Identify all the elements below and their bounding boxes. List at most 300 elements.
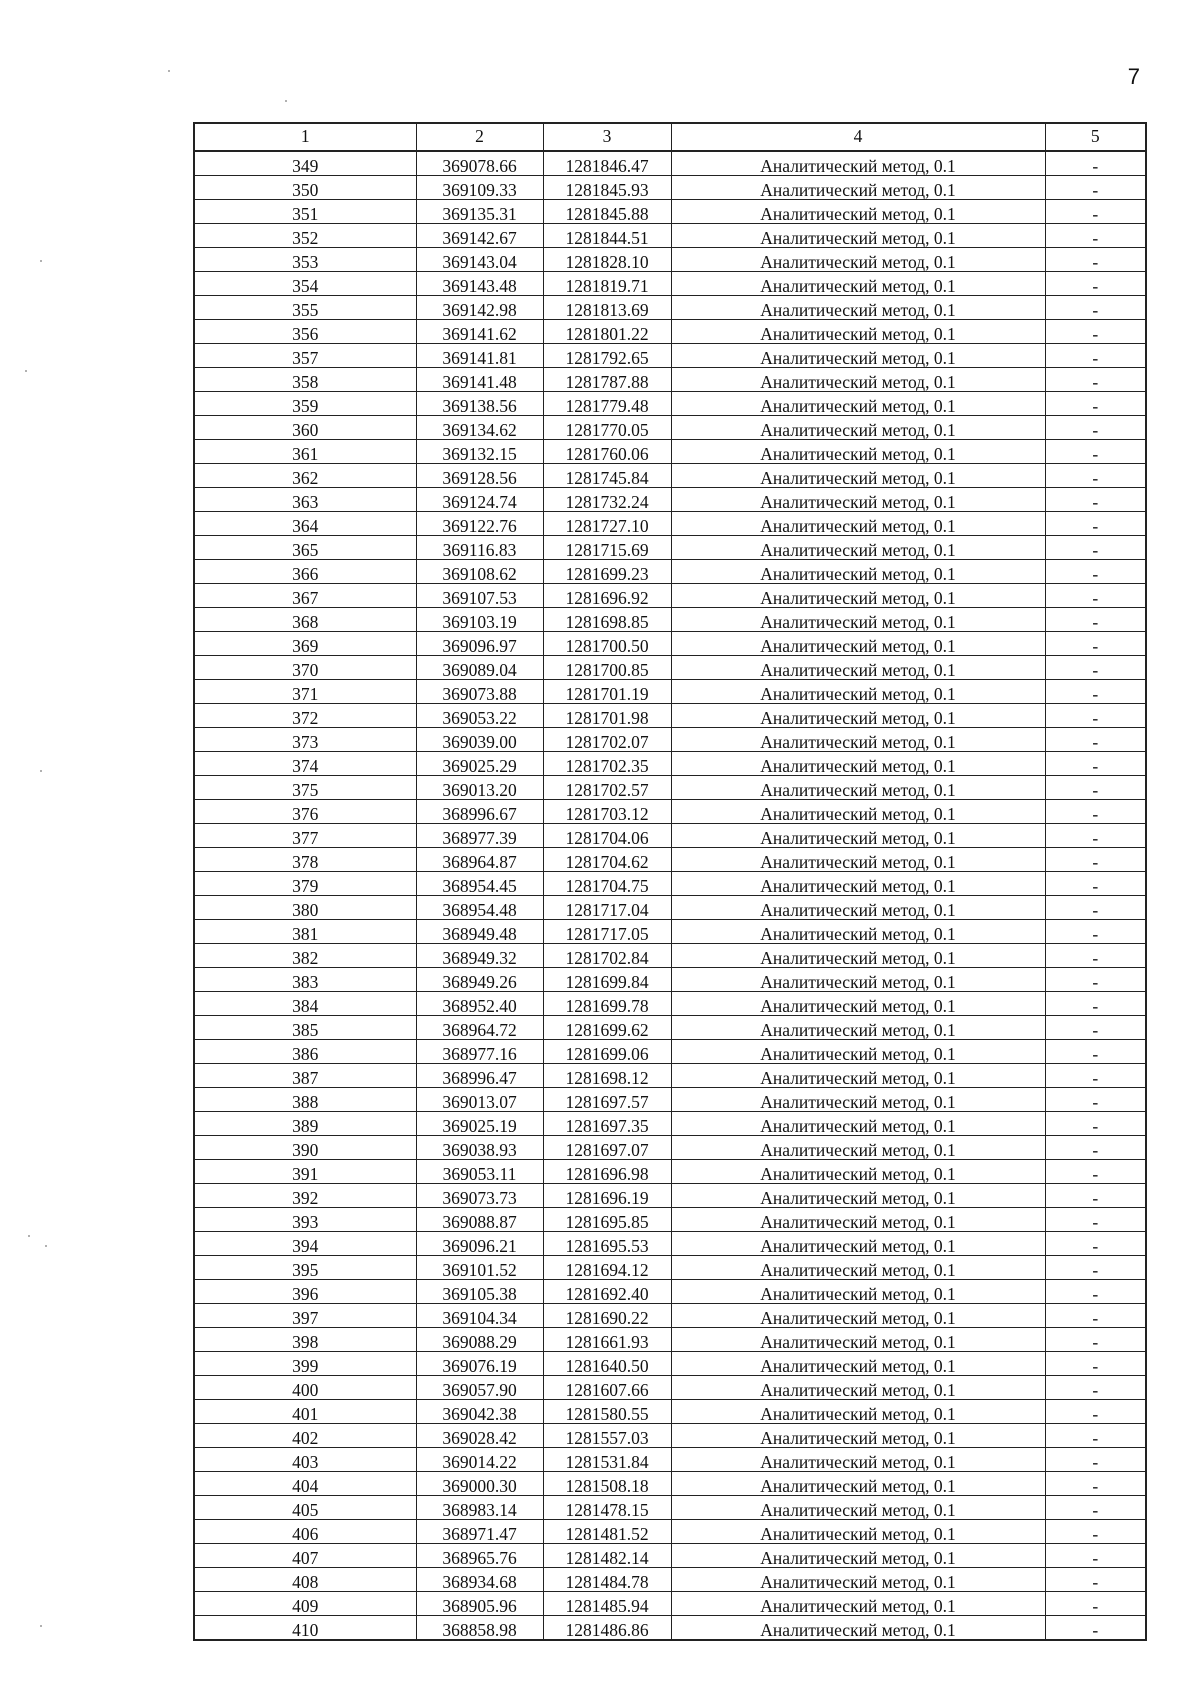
cell-description: - (1045, 1160, 1146, 1184)
cell-x-coordinate: 369143.04 (416, 248, 543, 272)
cell-method: Аналитический метод, 0.1 (671, 608, 1045, 632)
cell-description: - (1045, 464, 1146, 488)
cell-y-coordinate: 1281704.06 (543, 824, 671, 848)
table-row (194, 1472, 1146, 1496)
cell-x-coordinate: 369105.38 (416, 1280, 543, 1304)
cell-x-coordinate: 369116.83 (416, 536, 543, 560)
cell-point-number: 390 (194, 1136, 416, 1160)
cell-point-number: 405 (194, 1496, 416, 1520)
cell-method: Аналитический метод, 0.1 (671, 1256, 1045, 1280)
cell-method: Аналитический метод, 0.1 (671, 1160, 1045, 1184)
cell-method: Аналитический метод, 0.1 (671, 776, 1045, 800)
cell-point-number: 355 (194, 296, 416, 320)
cell-y-coordinate: 1281699.84 (543, 968, 671, 992)
cell-point-number: 392 (194, 1184, 416, 1208)
cell-method: Аналитический метод, 0.1 (671, 824, 1045, 848)
cell-description: - (1045, 248, 1146, 272)
table-row (194, 1256, 1146, 1280)
cell-description: - (1045, 944, 1146, 968)
cell-x-coordinate: 369088.29 (416, 1328, 543, 1352)
cell-method: Аналитический метод, 0.1 (671, 440, 1045, 464)
cell-y-coordinate: 1281702.57 (543, 776, 671, 800)
cell-x-coordinate: 369042.38 (416, 1400, 543, 1424)
cell-x-coordinate: 369073.88 (416, 680, 543, 704)
table-row (194, 296, 1146, 320)
cell-x-coordinate: 369073.73 (416, 1184, 543, 1208)
cell-y-coordinate: 1281700.85 (543, 656, 671, 680)
cell-x-coordinate: 369141.62 (416, 320, 543, 344)
cell-y-coordinate: 1281699.06 (543, 1040, 671, 1064)
cell-x-coordinate: 368977.39 (416, 824, 543, 848)
cell-description: - (1045, 1304, 1146, 1328)
cell-point-number: 361 (194, 440, 416, 464)
header-row (194, 123, 1146, 151)
cell-x-coordinate: 368996.67 (416, 800, 543, 824)
scan-speck (40, 770, 42, 772)
cell-point-number: 366 (194, 560, 416, 584)
cell-description: - (1045, 1496, 1146, 1520)
cell-description: - (1045, 560, 1146, 584)
table-row (194, 1088, 1146, 1112)
cell-description: - (1045, 296, 1146, 320)
cell-description: - (1045, 968, 1146, 992)
cell-y-coordinate: 1281844.51 (543, 224, 671, 248)
table-row (194, 1112, 1146, 1136)
table-header (194, 123, 1146, 151)
cell-description: - (1045, 584, 1146, 608)
header-cell-description: 5 (1045, 123, 1146, 151)
cell-y-coordinate: 1281698.85 (543, 608, 671, 632)
cell-method: Аналитический метод, 0.1 (671, 1568, 1045, 1592)
cell-method: Аналитический метод, 0.1 (671, 704, 1045, 728)
cell-x-coordinate: 369013.07 (416, 1088, 543, 1112)
cell-method: Аналитический метод, 0.1 (671, 464, 1045, 488)
cell-x-coordinate: 369076.19 (416, 1352, 543, 1376)
cell-method: Аналитический метод, 0.1 (671, 1304, 1045, 1328)
cell-point-number: 380 (194, 896, 416, 920)
cell-point-number: 370 (194, 656, 416, 680)
cell-y-coordinate: 1281696.19 (543, 1184, 671, 1208)
cell-description: - (1045, 608, 1146, 632)
cell-point-number: 401 (194, 1400, 416, 1424)
cell-point-number: 382 (194, 944, 416, 968)
cell-x-coordinate: 368964.72 (416, 1016, 543, 1040)
cell-x-coordinate: 369013.20 (416, 776, 543, 800)
cell-method: Аналитический метод, 0.1 (671, 1064, 1045, 1088)
cell-description: - (1045, 656, 1146, 680)
cell-x-coordinate: 369104.34 (416, 1304, 543, 1328)
cell-point-number: 385 (194, 1016, 416, 1040)
table-row (194, 1232, 1146, 1256)
cell-y-coordinate: 1281702.35 (543, 752, 671, 776)
cell-y-coordinate: 1281703.12 (543, 800, 671, 824)
cell-method: Аналитический метод, 0.1 (671, 416, 1045, 440)
table-row (194, 968, 1146, 992)
cell-point-number: 406 (194, 1520, 416, 1544)
table-row (194, 776, 1146, 800)
table-row (194, 151, 1146, 176)
cell-description: - (1045, 151, 1146, 176)
cell-method: Аналитический метод, 0.1 (671, 632, 1045, 656)
cell-description: - (1045, 224, 1146, 248)
cell-y-coordinate: 1281478.15 (543, 1496, 671, 1520)
cell-point-number: 404 (194, 1472, 416, 1496)
cell-point-number: 375 (194, 776, 416, 800)
cell-method: Аналитический метод, 0.1 (671, 512, 1045, 536)
cell-y-coordinate: 1281484.78 (543, 1568, 671, 1592)
cell-point-number: 395 (194, 1256, 416, 1280)
cell-x-coordinate: 368858.98 (416, 1616, 543, 1641)
cell-x-coordinate: 368977.16 (416, 1040, 543, 1064)
cell-x-coordinate: 369101.52 (416, 1256, 543, 1280)
cell-y-coordinate: 1281697.57 (543, 1088, 671, 1112)
cell-method: Аналитический метод, 0.1 (671, 1592, 1045, 1616)
cell-point-number: 391 (194, 1160, 416, 1184)
cell-y-coordinate: 1281695.53 (543, 1232, 671, 1256)
cell-x-coordinate: 369132.15 (416, 440, 543, 464)
cell-point-number: 378 (194, 848, 416, 872)
cell-y-coordinate: 1281699.23 (543, 560, 671, 584)
table-row (194, 704, 1146, 728)
cell-y-coordinate: 1281640.50 (543, 1352, 671, 1376)
cell-method: Аналитический метод, 0.1 (671, 296, 1045, 320)
cell-description: - (1045, 1184, 1146, 1208)
cell-point-number: 350 (194, 176, 416, 200)
cell-point-number: 353 (194, 248, 416, 272)
cell-method: Аналитический метод, 0.1 (671, 872, 1045, 896)
cell-x-coordinate: 369078.66 (416, 151, 543, 176)
table-row (194, 800, 1146, 824)
table-row (194, 440, 1146, 464)
cell-point-number: 360 (194, 416, 416, 440)
cell-method: Аналитический метод, 0.1 (671, 920, 1045, 944)
table-row (194, 920, 1146, 944)
cell-x-coordinate: 369039.00 (416, 728, 543, 752)
cell-description: - (1045, 1592, 1146, 1616)
cell-description: - (1045, 920, 1146, 944)
table-row (194, 416, 1146, 440)
cell-method: Аналитический метод, 0.1 (671, 176, 1045, 200)
cell-point-number: 379 (194, 872, 416, 896)
cell-x-coordinate: 369141.48 (416, 368, 543, 392)
table-row (194, 200, 1146, 224)
cell-method: Аналитический метод, 0.1 (671, 368, 1045, 392)
table-row (194, 1064, 1146, 1088)
cell-method: Аналитический метод, 0.1 (671, 1088, 1045, 1112)
table-row (194, 1568, 1146, 1592)
cell-x-coordinate: 368954.45 (416, 872, 543, 896)
cell-x-coordinate: 368996.47 (416, 1064, 543, 1088)
table-row (194, 176, 1146, 200)
cell-method: Аналитический метод, 0.1 (671, 752, 1045, 776)
cell-point-number: 372 (194, 704, 416, 728)
cell-method: Аналитический метод, 0.1 (671, 344, 1045, 368)
table-row (194, 824, 1146, 848)
cell-description: - (1045, 1112, 1146, 1136)
cell-y-coordinate: 1281696.92 (543, 584, 671, 608)
cell-x-coordinate: 368934.68 (416, 1568, 543, 1592)
cell-point-number: 399 (194, 1352, 416, 1376)
cell-x-coordinate: 369128.56 (416, 464, 543, 488)
table-row (194, 368, 1146, 392)
cell-method: Аналитический метод, 0.1 (671, 1328, 1045, 1352)
cell-point-number: 389 (194, 1112, 416, 1136)
page-number: 7 (1127, 64, 1140, 89)
cell-point-number: 397 (194, 1304, 416, 1328)
cell-y-coordinate: 1281697.07 (543, 1136, 671, 1160)
cell-description: - (1045, 272, 1146, 296)
table-row (194, 536, 1146, 560)
table-row (194, 992, 1146, 1016)
cell-point-number: 362 (194, 464, 416, 488)
cell-point-number: 400 (194, 1376, 416, 1400)
cell-method: Аналитический метод, 0.1 (671, 800, 1045, 824)
cell-method: Аналитический метод, 0.1 (671, 488, 1045, 512)
cell-description: - (1045, 488, 1146, 512)
cell-description: - (1045, 992, 1146, 1016)
cell-description: - (1045, 1280, 1146, 1304)
cell-x-coordinate: 369000.30 (416, 1472, 543, 1496)
table-row (194, 224, 1146, 248)
table-row (194, 1352, 1146, 1376)
cell-x-coordinate: 368964.87 (416, 848, 543, 872)
table-row (194, 1208, 1146, 1232)
cell-method: Аналитический метод, 0.1 (671, 1040, 1045, 1064)
table-row (194, 680, 1146, 704)
cell-description: - (1045, 1064, 1146, 1088)
table-row (194, 1280, 1146, 1304)
cell-y-coordinate: 1281846.47 (543, 151, 671, 176)
cell-description: - (1045, 728, 1146, 752)
cell-description: - (1045, 1568, 1146, 1592)
cell-method: Аналитический метод, 0.1 (671, 1280, 1045, 1304)
table-row (194, 656, 1146, 680)
cell-description: - (1045, 368, 1146, 392)
table-row (194, 1136, 1146, 1160)
cell-description: - (1045, 704, 1146, 728)
cell-point-number: 374 (194, 752, 416, 776)
table-row (194, 1520, 1146, 1544)
cell-description: - (1045, 416, 1146, 440)
cell-y-coordinate: 1281580.55 (543, 1400, 671, 1424)
cell-description: - (1045, 1352, 1146, 1376)
cell-point-number: 364 (194, 512, 416, 536)
header-cell-y: 3 (543, 123, 671, 151)
cell-y-coordinate: 1281732.24 (543, 488, 671, 512)
cell-point-number: 369 (194, 632, 416, 656)
cell-point-number: 396 (194, 1280, 416, 1304)
cell-method: Аналитический метод, 0.1 (671, 248, 1045, 272)
cell-description: - (1045, 344, 1146, 368)
table-row (194, 1016, 1146, 1040)
cell-y-coordinate: 1281845.93 (543, 176, 671, 200)
cell-y-coordinate: 1281760.06 (543, 440, 671, 464)
cell-point-number: 394 (194, 1232, 416, 1256)
table-row (194, 1328, 1146, 1352)
cell-point-number: 393 (194, 1208, 416, 1232)
cell-method: Аналитический метод, 0.1 (671, 992, 1045, 1016)
cell-y-coordinate: 1281828.10 (543, 248, 671, 272)
cell-y-coordinate: 1281699.78 (543, 992, 671, 1016)
cell-y-coordinate: 1281701.19 (543, 680, 671, 704)
cell-method: Аналитический метод, 0.1 (671, 1208, 1045, 1232)
cell-point-number: 368 (194, 608, 416, 632)
cell-y-coordinate: 1281704.75 (543, 872, 671, 896)
cell-description: - (1045, 1208, 1146, 1232)
cell-method: Аналитический метод, 0.1 (671, 392, 1045, 416)
scan-speck (40, 1625, 42, 1627)
cell-point-number: 377 (194, 824, 416, 848)
cell-method: Аналитический метод, 0.1 (671, 584, 1045, 608)
table-row (194, 752, 1146, 776)
cell-description: - (1045, 752, 1146, 776)
cell-y-coordinate: 1281698.12 (543, 1064, 671, 1088)
cell-description: - (1045, 1136, 1146, 1160)
table-row (194, 1592, 1146, 1616)
cell-description: - (1045, 176, 1146, 200)
cell-method: Аналитический метод, 0.1 (671, 656, 1045, 680)
cell-y-coordinate: 1281697.35 (543, 1112, 671, 1136)
cell-method: Аналитический метод, 0.1 (671, 896, 1045, 920)
cell-y-coordinate: 1281481.52 (543, 1520, 671, 1544)
table-row (194, 512, 1146, 536)
table-row (194, 1040, 1146, 1064)
cell-y-coordinate: 1281696.98 (543, 1160, 671, 1184)
cell-y-coordinate: 1281701.98 (543, 704, 671, 728)
cell-description: - (1045, 1616, 1146, 1641)
cell-x-coordinate: 369025.29 (416, 752, 543, 776)
cell-x-coordinate: 368949.26 (416, 968, 543, 992)
cell-description: - (1045, 1088, 1146, 1112)
cell-point-number: 373 (194, 728, 416, 752)
cell-method: Аналитический метод, 0.1 (671, 1232, 1045, 1256)
table-row (194, 632, 1146, 656)
cell-method: Аналитический метод, 0.1 (671, 1496, 1045, 1520)
cell-point-number: 408 (194, 1568, 416, 1592)
cell-x-coordinate: 368954.48 (416, 896, 543, 920)
cell-description: - (1045, 320, 1146, 344)
cell-y-coordinate: 1281717.04 (543, 896, 671, 920)
cell-method: Аналитический метод, 0.1 (671, 1376, 1045, 1400)
cell-y-coordinate: 1281845.88 (543, 200, 671, 224)
cell-description: - (1045, 200, 1146, 224)
cell-point-number: 386 (194, 1040, 416, 1064)
cell-description: - (1045, 896, 1146, 920)
cell-description: - (1045, 1376, 1146, 1400)
cell-description: - (1045, 1472, 1146, 1496)
cell-y-coordinate: 1281715.69 (543, 536, 671, 560)
cell-method: Аналитический метод, 0.1 (671, 1184, 1045, 1208)
cell-x-coordinate: 369141.81 (416, 344, 543, 368)
cell-method: Аналитический метод, 0.1 (671, 272, 1045, 296)
cell-x-coordinate: 369135.31 (416, 200, 543, 224)
header-cell-point-number: 1 (194, 123, 416, 151)
cell-x-coordinate: 369134.62 (416, 416, 543, 440)
cell-y-coordinate: 1281819.71 (543, 272, 671, 296)
cell-y-coordinate: 1281485.94 (543, 1592, 671, 1616)
cell-x-coordinate: 369096.97 (416, 632, 543, 656)
cell-x-coordinate: 369025.19 (416, 1112, 543, 1136)
cell-x-coordinate: 369138.56 (416, 392, 543, 416)
cell-method: Аналитический метод, 0.1 (671, 1472, 1045, 1496)
cell-method: Аналитический метод, 0.1 (671, 1544, 1045, 1568)
cell-y-coordinate: 1281801.22 (543, 320, 671, 344)
cell-method: Аналитический метод, 0.1 (671, 224, 1045, 248)
cell-description: - (1045, 1400, 1146, 1424)
cell-x-coordinate: 369108.62 (416, 560, 543, 584)
cell-y-coordinate: 1281792.65 (543, 344, 671, 368)
cell-point-number: 358 (194, 368, 416, 392)
cell-method: Аналитический метод, 0.1 (671, 944, 1045, 968)
scan-speck (40, 260, 42, 262)
table-row (194, 320, 1146, 344)
table-row (194, 728, 1146, 752)
cell-description: - (1045, 536, 1146, 560)
cell-y-coordinate: 1281482.14 (543, 1544, 671, 1568)
cell-x-coordinate: 369143.48 (416, 272, 543, 296)
table-row (194, 944, 1146, 968)
cell-y-coordinate: 1281661.93 (543, 1328, 671, 1352)
scan-speck (25, 370, 27, 372)
cell-y-coordinate: 1281531.84 (543, 1448, 671, 1472)
cell-x-coordinate: 368949.32 (416, 944, 543, 968)
cell-x-coordinate: 369096.21 (416, 1232, 543, 1256)
table-row (194, 248, 1146, 272)
scan-speck (45, 1245, 47, 1247)
cell-x-coordinate: 369122.76 (416, 512, 543, 536)
cell-x-coordinate: 369038.93 (416, 1136, 543, 1160)
cell-method: Аналитический метод, 0.1 (671, 968, 1045, 992)
scan-speck (28, 1235, 30, 1237)
table-row (194, 464, 1146, 488)
cell-y-coordinate: 1281508.18 (543, 1472, 671, 1496)
cell-method: Аналитический метод, 0.1 (671, 560, 1045, 584)
cell-method: Аналитический метод, 0.1 (671, 848, 1045, 872)
table-row (194, 488, 1146, 512)
table-row (194, 1448, 1146, 1472)
cell-y-coordinate: 1281770.05 (543, 416, 671, 440)
cell-point-number: 363 (194, 488, 416, 512)
cell-y-coordinate: 1281695.85 (543, 1208, 671, 1232)
cell-point-number: 410 (194, 1616, 416, 1641)
cell-y-coordinate: 1281700.50 (543, 632, 671, 656)
cell-point-number: 402 (194, 1424, 416, 1448)
table-row (194, 1160, 1146, 1184)
cell-y-coordinate: 1281787.88 (543, 368, 671, 392)
cell-method: Аналитический метод, 0.1 (671, 1112, 1045, 1136)
table-row (194, 1304, 1146, 1328)
cell-x-coordinate: 369107.53 (416, 584, 543, 608)
cell-point-number: 354 (194, 272, 416, 296)
cell-description: - (1045, 824, 1146, 848)
cell-y-coordinate: 1281779.48 (543, 392, 671, 416)
cell-y-coordinate: 1281702.07 (543, 728, 671, 752)
header-cell-x: 2 (416, 123, 543, 151)
cell-point-number: 356 (194, 320, 416, 344)
cell-x-coordinate: 368971.47 (416, 1520, 543, 1544)
cell-x-coordinate: 369089.04 (416, 656, 543, 680)
header-cell-method: 4 (671, 123, 1045, 151)
cell-point-number: 383 (194, 968, 416, 992)
table-row (194, 1424, 1146, 1448)
table-row (194, 1400, 1146, 1424)
table-row (194, 608, 1146, 632)
scan-speck (285, 100, 287, 102)
cell-x-coordinate: 369124.74 (416, 488, 543, 512)
cell-point-number: 357 (194, 344, 416, 368)
table-row (194, 1544, 1146, 1568)
table-row (194, 344, 1146, 368)
